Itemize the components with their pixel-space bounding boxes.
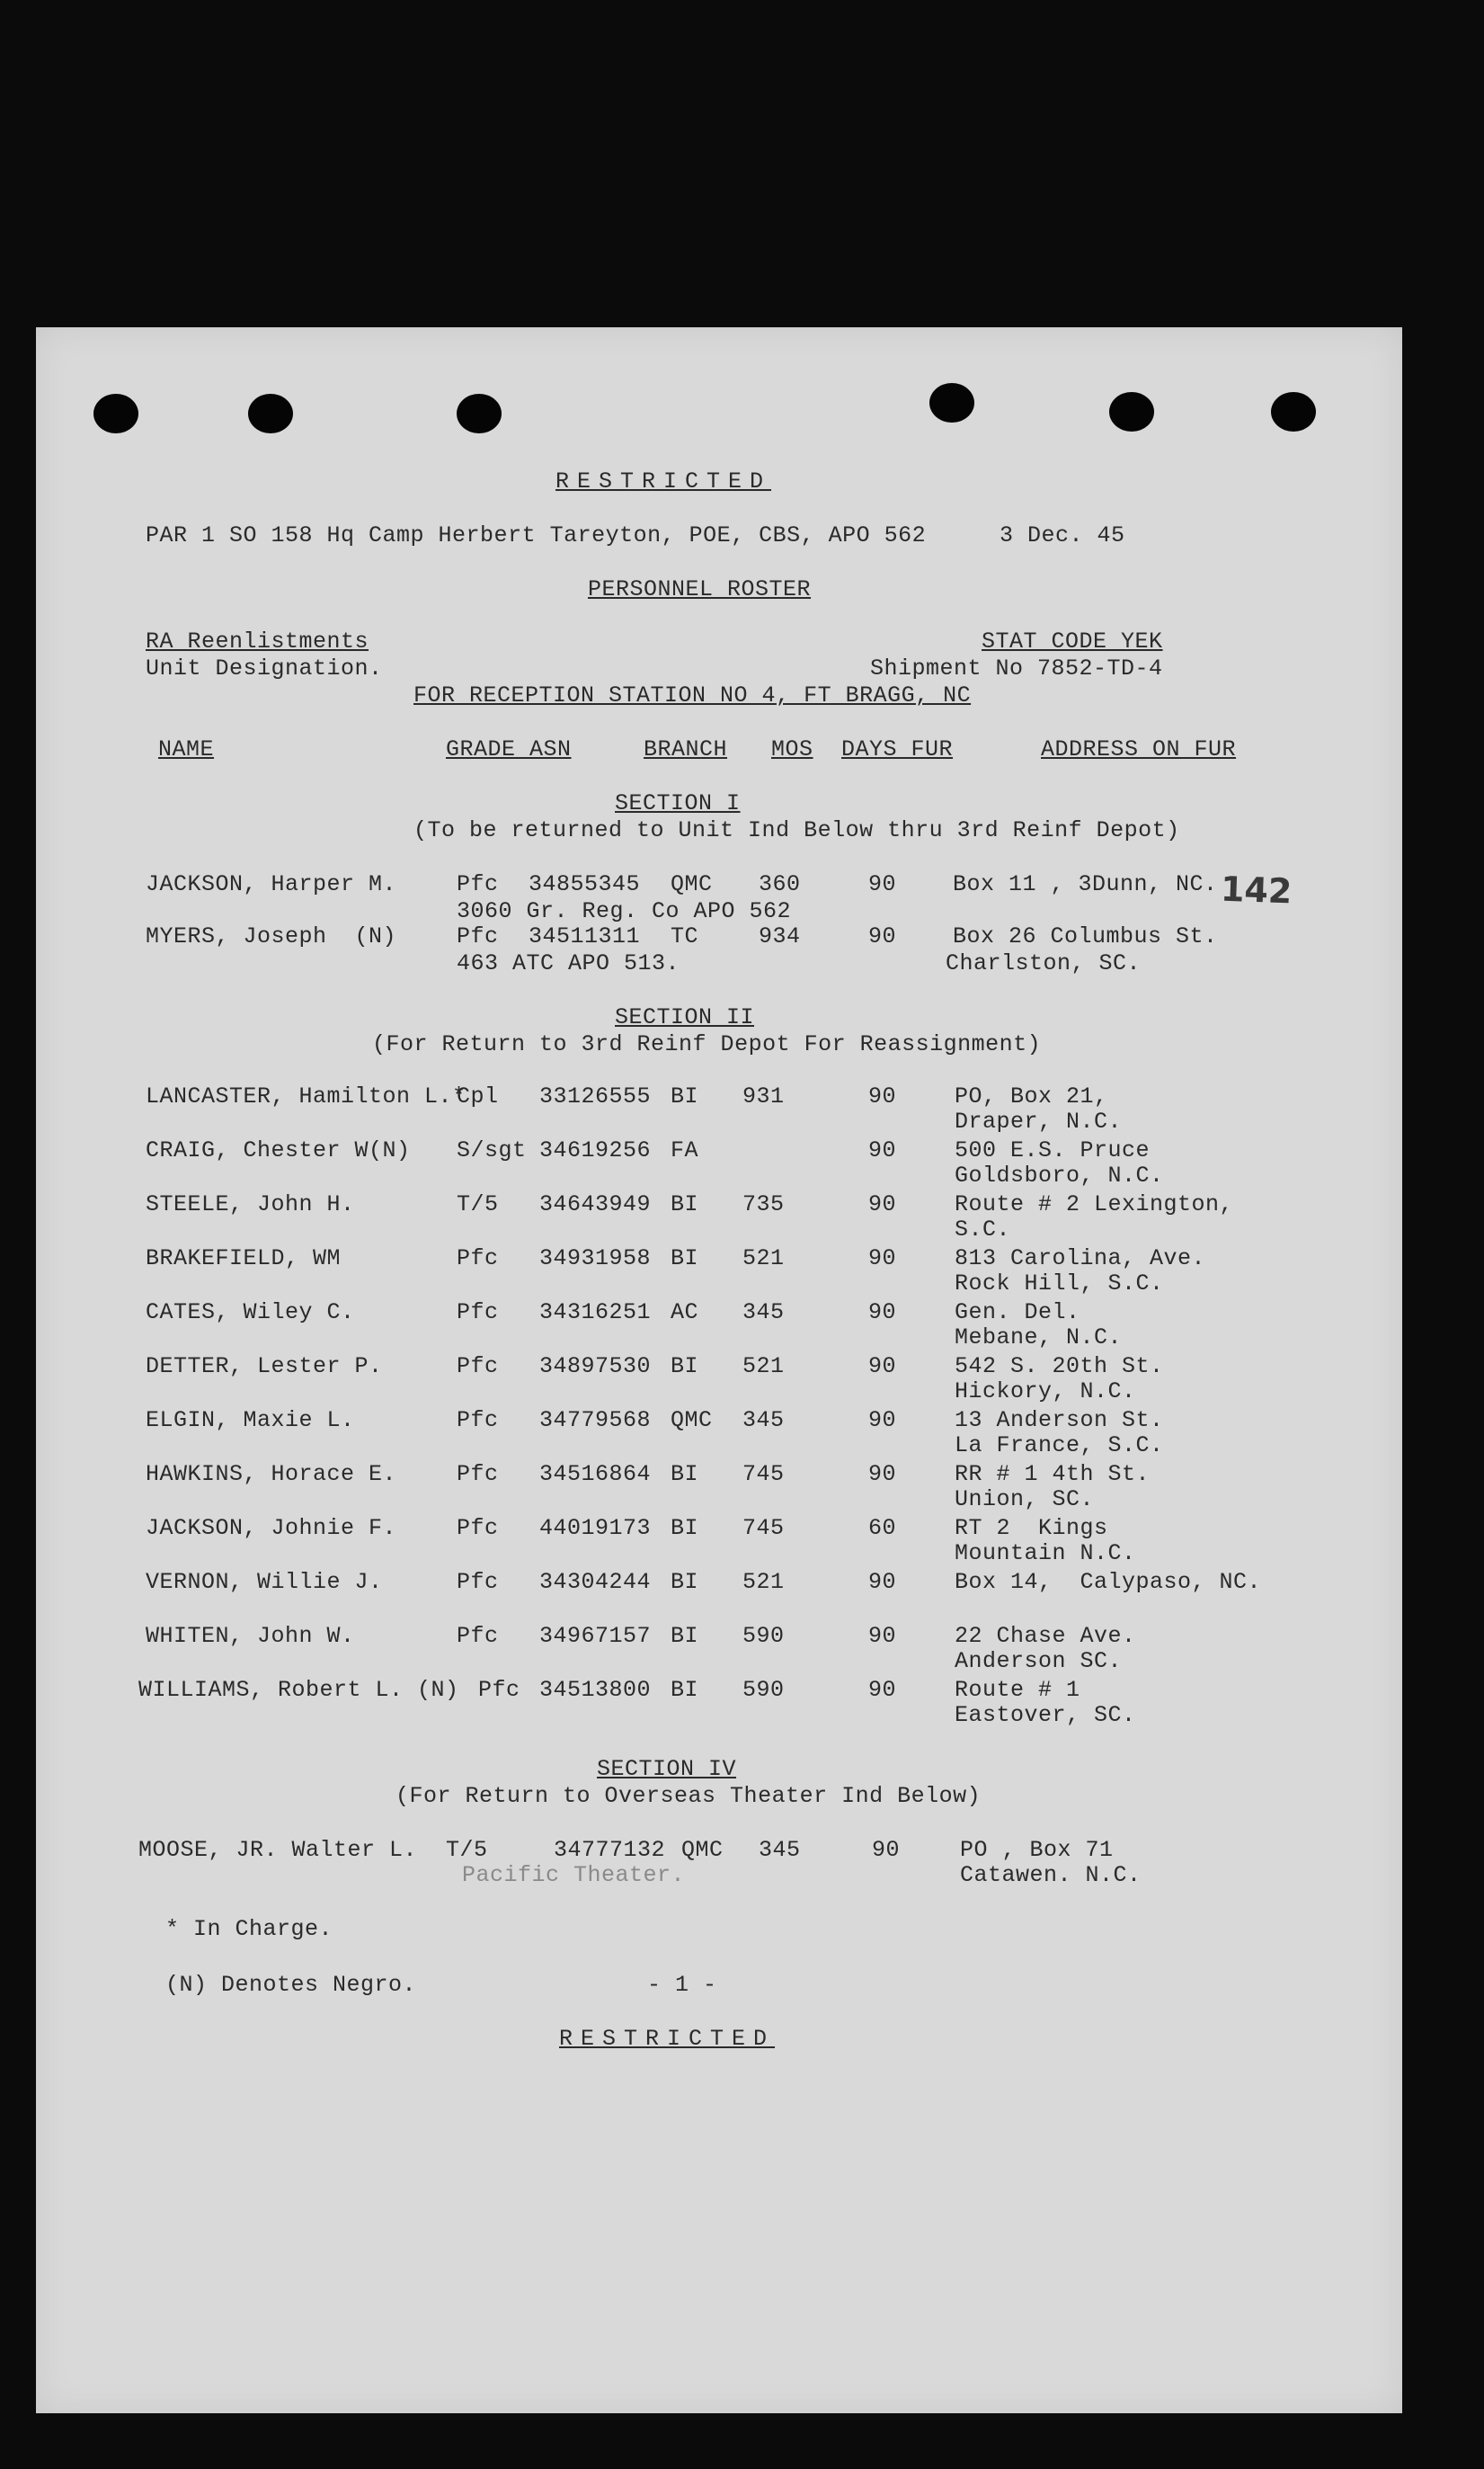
punch-hole	[1271, 392, 1316, 432]
s2-row-branch: BI	[671, 1191, 699, 1217]
s2-row-grade: T/5	[457, 1191, 499, 1217]
s2-row-mos: 345	[742, 1299, 785, 1325]
col-grade-asn: GRADE ASN	[446, 736, 572, 762]
section-1-subtitle: (To be returned to Unit Ind Below thru 3rd Reinf Depot)	[413, 817, 1180, 843]
s2-row-address: Route # 1	[955, 1677, 1080, 1703]
s2-row-branch: BI	[671, 1245, 699, 1271]
s2-row-mos: 521	[742, 1245, 785, 1271]
section-4-subtitle: (For Return to Overseas Theater Ind Below)	[395, 1783, 982, 1809]
s2-row-address-2: S.C.	[955, 1217, 1011, 1243]
shipment-number: Shipment No 7852-TD-4	[870, 655, 1163, 682]
s2-row-grade: Cpl	[457, 1083, 499, 1110]
s2-row-asn: 33126555	[539, 1083, 652, 1110]
s2-row-asn: 34316251	[539, 1299, 652, 1325]
s2-row-name: LANCASTER, Hamilton L.*	[146, 1083, 467, 1110]
s1-row-1-name: JACKSON, Harper M.	[146, 871, 397, 897]
s4-row-days: 90	[872, 1837, 901, 1863]
s1-row-1-days: 90	[868, 871, 897, 897]
s2-row-asn: 34779568	[539, 1407, 652, 1433]
par-line: PAR 1 SO 158 Hq Camp Herbert Tareyton, POE, CBS, APO 562	[146, 522, 927, 548]
s1-row-1-branch: QMC	[671, 871, 713, 897]
s2-row-grade: Pfc	[457, 1515, 499, 1541]
section-1-title: SECTION I	[615, 790, 741, 816]
page-number: - 1 -	[647, 1972, 717, 1998]
s2-row-grade: Pfc	[457, 1245, 499, 1271]
col-branch: BRANCH	[644, 736, 728, 762]
s2-row-mos: 590	[742, 1677, 785, 1703]
s2-row-name: CATES, Wiley C.	[146, 1299, 355, 1325]
s4-row-address-2: Catawen. N.C.	[960, 1862, 1142, 1888]
s1-row-2-branch: TC	[671, 923, 699, 949]
s2-row-address: RT 2 Kings	[955, 1515, 1108, 1541]
s2-row-asn: 34619256	[539, 1137, 652, 1163]
s2-row-address: RR # 1 4th St.	[955, 1461, 1151, 1487]
s4-row-address: PO , Box 71	[960, 1837, 1114, 1863]
s2-row-name: BRAKEFIELD, WM	[146, 1245, 342, 1271]
s2-row-days: 90	[868, 1677, 897, 1703]
s2-row-mos: 521	[742, 1569, 785, 1595]
s2-row-name: VERNON, Willie J.	[146, 1569, 383, 1595]
s2-row-name: WILLIAMS, Robert L. (N)	[138, 1677, 459, 1703]
s2-row-address-2: Hickory, N.C.	[955, 1378, 1136, 1404]
s1-row-2-address: Box 26 Columbus St.	[953, 923, 1218, 949]
s2-row-address: 13 Anderson St.	[955, 1407, 1164, 1433]
restricted-footer: RESTRICTED	[559, 2026, 776, 2052]
document-date: 3 Dec. 45	[1000, 522, 1125, 548]
s2-row-name: CRAIG, Chester W(N)	[146, 1137, 411, 1163]
s1-row-2-days: 90	[868, 923, 897, 949]
s4-row-mos: 345	[759, 1837, 801, 1863]
s1-row-2-asn: 34511311	[529, 923, 641, 949]
s2-row-address: 22 Chase Ave.	[955, 1623, 1136, 1649]
s2-row-days: 90	[868, 1191, 897, 1217]
roster-title: PERSONNEL ROSTER	[588, 576, 812, 602]
s2-row-days: 90	[868, 1569, 897, 1595]
col-mos: MOS	[771, 736, 813, 762]
s2-row-address-2: Anderson SC.	[955, 1648, 1123, 1674]
s2-row-mos: 931	[742, 1083, 785, 1110]
s1-row-2-address-2: Charlston, SC.	[946, 950, 1142, 976]
s4-row-asn: 34777132	[554, 1837, 666, 1863]
punch-hole	[1109, 392, 1154, 432]
s1-row-2-mos: 934	[759, 923, 801, 949]
s2-row-asn: 34516864	[539, 1461, 652, 1487]
s4-row-branch: QMC	[681, 1837, 724, 1863]
s2-row-branch: BI	[671, 1083, 699, 1110]
s2-row-asn: 34931958	[539, 1245, 652, 1271]
s4-row-name: MOOSE, JR. Walter L.	[138, 1837, 418, 1863]
s2-row-branch: BI	[671, 1353, 699, 1379]
s2-row-address-2: La France, S.C.	[955, 1432, 1164, 1458]
s1-row-2-unit: 463 ATC APO 513.	[457, 950, 680, 976]
s2-row-branch: FA	[671, 1137, 699, 1163]
s1-row-1-asn: 34855345	[529, 871, 641, 897]
col-name: NAME	[158, 736, 215, 762]
s2-row-days: 90	[868, 1245, 897, 1271]
s1-row-2-name: MYERS, Joseph (N)	[146, 923, 397, 949]
s2-row-mos: 745	[742, 1515, 785, 1541]
s2-row-branch: BI	[671, 1569, 699, 1595]
s2-row-branch: BI	[671, 1515, 699, 1541]
s2-row-days: 90	[868, 1353, 897, 1379]
s2-row-name: JACKSON, Johnie F.	[146, 1515, 397, 1541]
s2-row-days: 90	[868, 1137, 897, 1163]
s2-row-name: STEELE, John H.	[146, 1191, 355, 1217]
s2-row-address: 542 S. 20th St.	[955, 1353, 1164, 1379]
s2-row-asn: 34643949	[539, 1191, 652, 1217]
s2-row-mos: 345	[742, 1407, 785, 1433]
s2-row-address: PO, Box 21,	[955, 1083, 1108, 1110]
s2-row-name: ELGIN, Maxie L.	[146, 1407, 355, 1433]
document-page	[36, 327, 1402, 2413]
punch-hole	[93, 394, 138, 433]
s2-row-address: 813 Carolina, Ave.	[955, 1245, 1206, 1271]
s2-row-branch: QMC	[671, 1407, 713, 1433]
col-address: ADDRESS ON FUR	[1041, 736, 1237, 762]
punch-hole	[248, 394, 293, 433]
s2-row-days: 90	[868, 1623, 897, 1649]
s2-row-asn: 44019173	[539, 1515, 652, 1541]
in-charge-note: * In Charge.	[165, 1916, 333, 1942]
s2-row-days: 90	[868, 1461, 897, 1487]
s1-row-1-grade: Pfc	[457, 871, 499, 897]
s2-row-mos: 590	[742, 1623, 785, 1649]
s1-row-1-unit: 3060 Gr. Reg. Co APO 562	[457, 898, 792, 924]
s2-row-address-2: Eastover, SC.	[955, 1702, 1136, 1728]
s2-row-address: Gen. Del.	[955, 1299, 1080, 1325]
s2-row-branch: BI	[671, 1461, 699, 1487]
punch-hole	[457, 394, 502, 433]
reception-station: FOR RECEPTION STATION NO 4, FT BRAGG, NC	[413, 682, 972, 709]
s2-row-asn: 34304244	[539, 1569, 652, 1595]
s2-row-grade: Pfc	[457, 1407, 499, 1433]
s2-row-days: 90	[868, 1083, 897, 1110]
s2-row-address-2: Goldsboro, N.C.	[955, 1163, 1164, 1189]
s2-row-mos: 521	[742, 1353, 785, 1379]
section-2-subtitle: (For Return to 3rd Reinf Depot For Reassignment)	[372, 1031, 1042, 1057]
s1-row-2-grade: Pfc	[457, 923, 499, 949]
s2-row-grade: Pfc	[457, 1353, 499, 1379]
s2-row-address: Route # 2 Lexington,	[955, 1191, 1234, 1217]
s2-row-address-2: Rock Hill, S.C.	[955, 1270, 1164, 1297]
s2-row-name: DETTER, Lester P.	[146, 1353, 383, 1379]
punch-hole	[929, 383, 974, 423]
s2-row-mos: 745	[742, 1461, 785, 1487]
unit-designation: Unit Designation.	[146, 655, 383, 682]
s4-row-theater: Pacific Theater.	[462, 1862, 686, 1888]
ra-reenlistments: RA Reenlistments	[146, 628, 369, 655]
denotes-note: (N) Denotes Negro.	[165, 1972, 417, 1998]
s2-row-grade: Pfc	[457, 1623, 499, 1649]
s2-row-address-2: Mebane, N.C.	[955, 1324, 1123, 1350]
s2-row-address-2: Draper, N.C.	[955, 1109, 1123, 1135]
s2-row-mos: 735	[742, 1191, 785, 1217]
s2-row-days: 90	[868, 1407, 897, 1433]
s2-row-grade: Pfc	[457, 1461, 499, 1487]
s2-row-address-2: Mountain N.C.	[955, 1540, 1136, 1566]
s2-row-asn: 34513800	[539, 1677, 652, 1703]
s2-row-branch: BI	[671, 1623, 699, 1649]
s2-row-address-2: Union, SC.	[955, 1486, 1095, 1512]
s2-row-name: HAWKINS, Horace E.	[146, 1461, 397, 1487]
col-days-fur: DAYS FUR	[841, 736, 954, 762]
section-2-title: SECTION II	[615, 1004, 755, 1030]
s2-row-grade: Pfc	[457, 1299, 499, 1325]
restricted-header: RESTRICTED	[555, 468, 772, 495]
s2-row-asn: 34967157	[539, 1623, 652, 1649]
s1-row-1-mos: 360	[759, 871, 801, 897]
s2-row-days: 90	[868, 1299, 897, 1325]
s4-row-grade: T/5	[446, 1837, 488, 1863]
s2-row-grade: Pfc	[478, 1677, 520, 1703]
stamped-number: 142	[1220, 869, 1293, 912]
s2-row-grade: Pfc	[457, 1569, 499, 1595]
stat-code: STAT CODE YEK	[982, 628, 1163, 655]
s2-row-grade: S/sgt	[457, 1137, 527, 1163]
s2-row-branch: BI	[671, 1677, 699, 1703]
s2-row-asn: 34897530	[539, 1353, 652, 1379]
s2-row-branch: AC	[671, 1299, 699, 1325]
section-4-title: SECTION IV	[597, 1756, 737, 1782]
s1-row-1-address: Box 11 , 3Dunn, NC.	[953, 871, 1218, 897]
s2-row-address: Box 14, Calypaso, NC.	[955, 1569, 1262, 1595]
s2-row-name: WHITEN, John W.	[146, 1623, 355, 1649]
s2-row-days: 60	[868, 1515, 897, 1541]
s2-row-address: 500 E.S. Pruce	[955, 1137, 1151, 1163]
